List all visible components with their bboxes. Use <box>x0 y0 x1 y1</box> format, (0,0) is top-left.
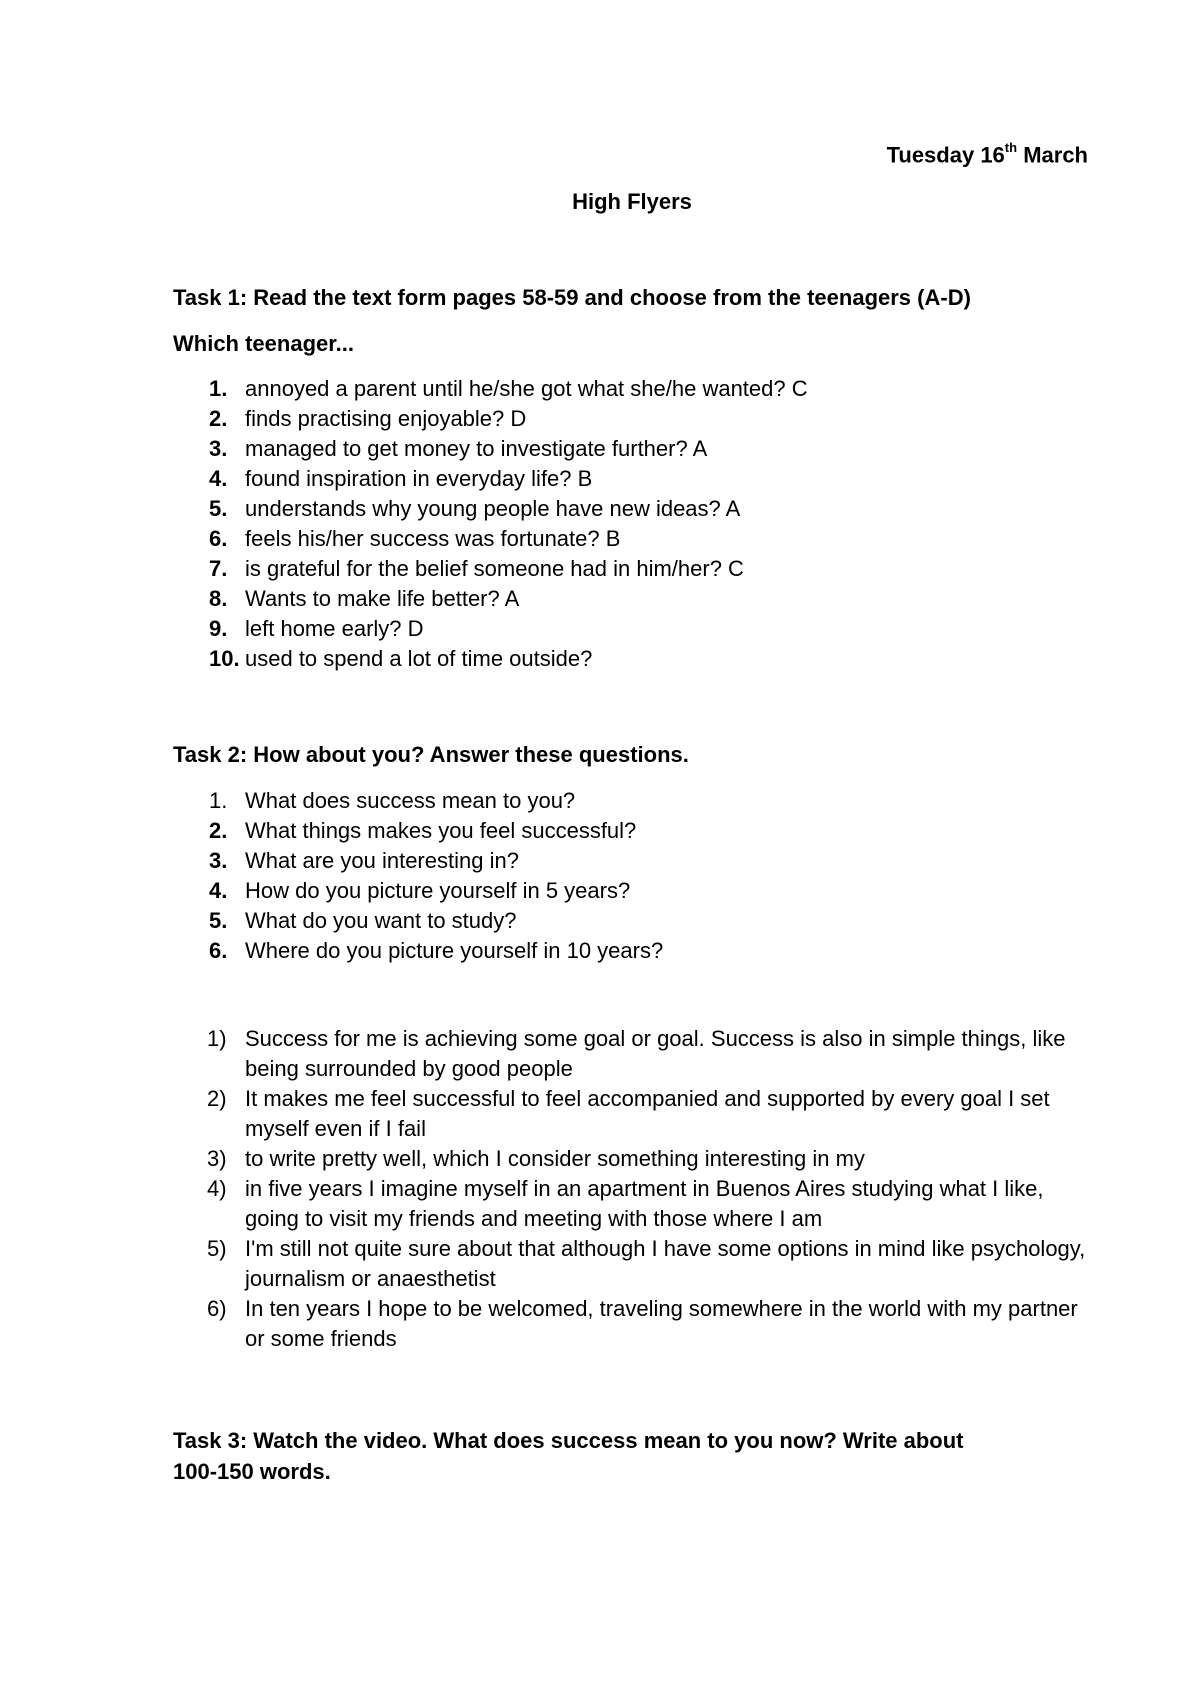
date-text: Tuesday 16 <box>886 142 1005 168</box>
date-ordinal: th <box>1004 140 1018 155</box>
item-text: What do you want to study? <box>245 908 517 933</box>
date-month: March <box>1017 142 1088 168</box>
item-text: finds practising enjoyable? D <box>245 406 527 431</box>
item-number: 2. <box>209 406 228 431</box>
item-number: 3. <box>209 436 228 461</box>
list-item <box>173 614 808 644</box>
task2-answers <box>173 1024 1093 1354</box>
list-item <box>173 554 808 584</box>
item-number: 5. <box>209 496 228 521</box>
item-text: In ten years I hope to be welcomed, traveling somewhere in the world with my partner or some friends <box>245 1296 1078 1351</box>
item-number: 5) <box>207 1236 227 1261</box>
item-text: What are you interesting in? <box>245 848 519 873</box>
list-item <box>173 584 808 614</box>
task2-questions <box>173 786 663 966</box>
item-number: 2. <box>209 818 228 843</box>
item-number: 1. <box>209 376 228 401</box>
item-number: 6. <box>209 526 228 551</box>
item-number: 1) <box>207 1026 227 1051</box>
item-number: 3. <box>209 848 228 873</box>
task1-list <box>173 374 808 674</box>
item-text: Success for me is achieving some goal or goal. Success is also in simple things, like being surrounded by good people <box>245 1026 1066 1081</box>
list-item <box>173 786 663 816</box>
list-item <box>173 524 808 554</box>
item-text: managed to get money to investigate further? A <box>245 436 708 461</box>
list-item <box>173 906 663 936</box>
list-item <box>173 1234 1093 1294</box>
item-number: 9. <box>209 616 228 641</box>
item-text: I'm still not quite sure about that although I have some options in mind like psychology, journalism or anaesthetist <box>245 1236 1086 1291</box>
task1-subheading: Which teenager... <box>173 331 354 356</box>
item-number: 10. <box>209 646 240 671</box>
list-item <box>173 644 808 674</box>
task2-heading: Task 2: How about you? Answer these questions. <box>173 742 689 767</box>
item-number: 5. <box>209 908 228 933</box>
date <box>887 142 1088 168</box>
list-item <box>173 1174 1093 1234</box>
list-item <box>173 816 663 846</box>
item-number: 4. <box>209 878 228 903</box>
item-number: 2) <box>207 1086 227 1111</box>
item-text: feels his/her success was fortunate? B <box>245 526 621 551</box>
item-number: 6) <box>207 1296 227 1321</box>
list-item <box>173 1144 1093 1174</box>
item-text: It makes me feel successful to feel accompanied and supported by every goal I set myself even if I fail <box>245 1086 1050 1141</box>
item-number: 7. <box>209 556 228 581</box>
list-item <box>173 1084 1093 1144</box>
list-item <box>173 494 808 524</box>
item-text: How do you picture yourself in 5 years? <box>245 878 631 903</box>
item-text: What does success mean to you? <box>245 788 576 813</box>
task3-heading-line2: 100-150 words. <box>173 1459 331 1484</box>
item-text: Wants to make life better? A <box>245 586 520 611</box>
list-item <box>173 464 808 494</box>
item-text: found inspiration in everyday life? B <box>245 466 593 491</box>
list-item <box>173 1024 1093 1084</box>
list-item <box>173 876 663 906</box>
item-text: is grateful for the belief someone had in him/her? C <box>245 556 744 581</box>
list-item <box>173 374 808 404</box>
list-item <box>173 434 808 464</box>
list-item <box>173 1294 1093 1354</box>
list-item <box>173 846 663 876</box>
item-text: understands why young people have new ideas? A <box>245 496 741 521</box>
item-text: What things makes you feel successful? <box>245 818 637 843</box>
item-number: 8. <box>209 586 228 611</box>
item-number: 4) <box>207 1176 227 1201</box>
item-text: in five years I imagine myself in an apartment in Buenos Aires studying what I like, going to visit my friends and meeting with those where I am <box>245 1176 1044 1231</box>
item-text: annoyed a parent until he/she got what she/he wanted? C <box>245 376 808 401</box>
item-number: 6. <box>209 938 228 963</box>
list-item <box>173 936 663 966</box>
task1-heading: Task 1: Read the text form pages 58-59 and choose from the teenagers (A-D) <box>173 285 971 310</box>
item-number: 3) <box>207 1146 227 1171</box>
list-item <box>173 404 808 434</box>
item-text: left home early? D <box>245 616 424 641</box>
item-number: 1. <box>209 788 228 813</box>
page-title: High Flyers <box>572 189 692 214</box>
item-text: used to spend a lot of time outside? <box>245 646 593 671</box>
item-text: to write pretty well, which I consider something interesting in my <box>245 1146 865 1171</box>
item-number: 4. <box>209 466 228 491</box>
task3-heading-line1: Task 3: Watch the video. What does success mean to you now? Write about <box>173 1428 964 1453</box>
item-text: Where do you picture yourself in 10 years? <box>245 938 664 963</box>
